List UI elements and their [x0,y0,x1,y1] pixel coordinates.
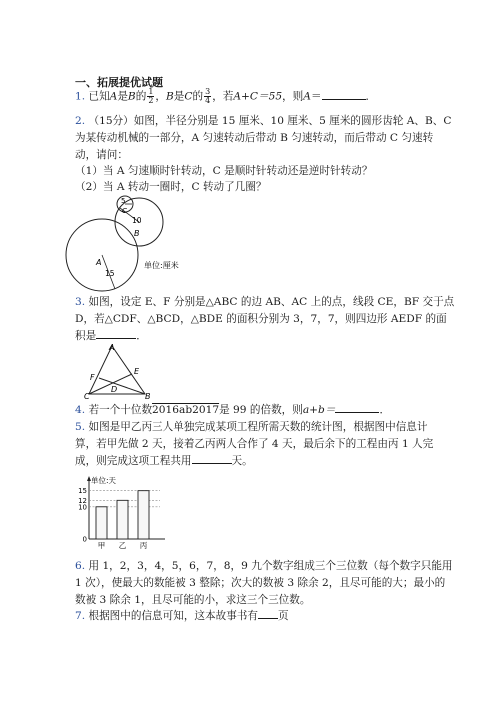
frac-numerator: 3 [205,87,211,96]
question-2-line-2 [75,131,434,145]
bar [117,500,128,539]
q6-number: 6. [75,560,86,572]
q2-text: （15分）如图，半径分别是 15 厘米、10 厘米、5 厘米的圆形齿轮 A、B、C [88,115,452,127]
y-tick-label: 10 [78,503,87,512]
frac-denominator: 4 [205,96,211,105]
point-c-label: C [84,392,90,401]
q1-text: ＝ [310,90,322,103]
fraction-1-2 [147,88,154,105]
q3-text: 积是 [75,330,97,342]
q1-expression: A+C＝55 [233,90,283,103]
q2-subquestion: （1）当 A 匀速顺时针转动，C 是顺时针转动还是逆时针转动？ [75,165,373,177]
q2-number: 2. [75,115,86,127]
gear-unit-label: 单位:厘米 [144,261,179,270]
q4-text: 若一个十位数 [88,404,153,416]
gear-c-label: C [122,207,127,215]
y-tick-label: 0 [82,535,87,544]
y-tick-label: 15 [78,487,87,496]
gear-figure [60,193,200,293]
question-5-line-2 [75,437,434,451]
triangle-figure [85,342,165,400]
q4-text: ． [379,404,391,416]
section-title: 一、拓展提优试题 [75,76,163,89]
q7-number: 7. [75,610,86,622]
answer-blank[interactable] [96,338,136,339]
point-e-label: E [134,367,140,376]
question-2-line-3 [75,148,426,162]
q1-text: ，若 [212,90,234,103]
q7-text: 页 [277,610,289,622]
q1-text: 是 [173,90,185,103]
x-category-label: 丙 [139,541,148,550]
point-b-label: B [145,392,151,401]
q3-number: 3. [75,296,86,308]
frac-numerator: 1 [148,87,154,96]
q2-text: 动，请问： [75,149,128,161]
x-category-label: 乙 [118,541,127,550]
q5-text: 天。 [231,455,253,467]
q5-text: 成，则完成这项工程共用 [75,455,192,467]
q1-text: ，则 [282,90,304,103]
gear-b-radius-label: 10 [132,216,142,225]
point-d-label: D [111,385,118,394]
q4-number: 4. [75,404,86,416]
question-4 [75,403,426,417]
q1-text: 已知 [88,90,110,103]
question-6-line-2 [75,576,446,590]
q5-number: 5. [75,421,86,433]
q4-expression: a+b＝ [302,404,336,416]
point-f-label: F [90,373,95,382]
answer-blank[interactable] [192,463,232,464]
bar-chart [75,473,175,553]
x-category-label: 甲 [97,541,106,550]
q3-text: ． [136,330,147,342]
q2-subquestion: （2）当 A 转动一圈时，C 转动了几圈？ [75,181,267,193]
gear-b-label: B [134,229,140,238]
q1-text: 是 [117,90,128,103]
question-2-line-1 [75,114,452,128]
q1-text: ， [155,90,166,103]
var-b: B [127,90,136,103]
var-a: A [109,90,118,103]
q1-text: 的 [192,90,204,103]
question-6-line-1 [75,559,453,573]
question-1 [75,88,426,105]
q4-text: 是 99 的倍数，则 [219,404,303,416]
y-tick-label: 12 [78,496,87,505]
var-b: B [166,90,174,103]
gear-a-label: A [96,258,102,267]
answer-blank[interactable] [335,412,379,413]
question-2-sub-2 [75,180,426,194]
var-a: A [303,90,311,103]
q4-ten-digit-number: 2016ab2017 [152,404,220,416]
answer-blank[interactable] [258,618,278,619]
q7-text: 根据图中的信息可知，这本故事书有 [88,610,258,622]
chart-unit-label: 单位:天 [91,476,117,485]
question-3-line-3 [75,329,426,343]
q2-text: 为某传动机械的一部分，A 匀速转动后带动 B 匀速转动，而后带动 C 匀速转 [75,132,434,144]
gear-a-radius-label: 15 [105,269,115,278]
point-a-label: A [109,343,115,352]
q1-number: 1. [75,90,86,103]
q1-text: ． [365,90,377,103]
q6-text: 数被 3 除余 1，且尽可能的小，求这三个三位数。 [75,594,311,606]
q6-text: 用 1，2，3，4，5，6，7，8，9 九个数字组成三个三位数（每个数字只能用 [88,560,453,572]
question-3-line-1 [75,295,455,309]
question-6-line-3 [75,593,426,607]
q3-text: D，若△CDF、△BCD，△BDE 的面积分别为 3，7，7，则四边形 AEDF 的面 [75,313,447,325]
q5-text: 如图是甲乙丙三人单独完成某项工程所需天数的统计图，根据图中信息计 [88,421,428,433]
q3-text: 如图，设定 E、F 分别是△ABC 的边 AB、AC 上的点，线段 CE，BF 交于点 [88,296,455,308]
frac-denominator: 2 [148,96,154,105]
question-3-line-2 [75,312,447,326]
q6-text: 1 次），使最大的数能被 3 整除；次大的数被 3 除余 2，且尽可能的大；最小的 [75,577,446,589]
question-2-sub-1 [75,164,426,178]
bars-group [96,491,149,539]
bar [96,507,107,539]
question-7 [75,609,426,623]
answer-blank[interactable] [322,99,366,100]
q5-text: 算，若甲先做 2 天，接着乙丙两人合作了 4 天，最后余下的工程由丙 1 人完 [75,438,434,450]
bar [138,491,149,539]
question-5-line-3 [75,454,426,468]
var-c: C [184,90,193,103]
question-5-line-1 [75,420,426,434]
gear-c-radius-label: 5 [121,197,126,205]
fraction-3-4 [204,88,211,105]
q1-text: 的 [135,90,147,103]
